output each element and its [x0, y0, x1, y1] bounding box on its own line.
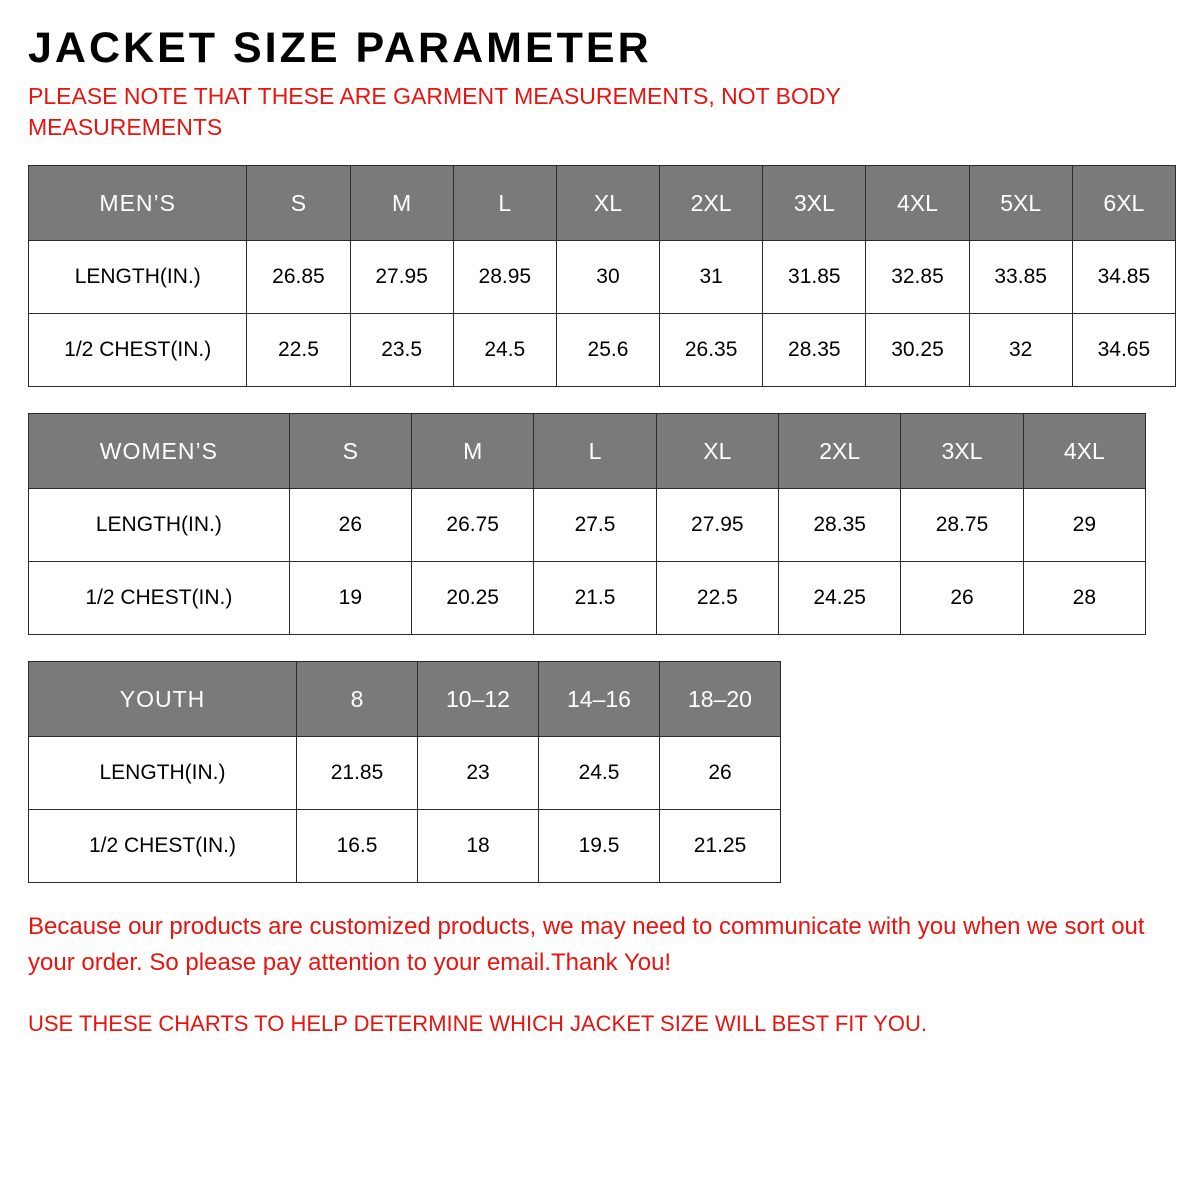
cell: 19 — [289, 562, 411, 635]
youth-table-label: YOUTH — [29, 662, 297, 737]
youth-size-table — [28, 661, 781, 883]
cell: 27.95 — [656, 489, 778, 562]
cell: 24.5 — [453, 314, 556, 387]
table-header-row — [29, 662, 781, 737]
row-label: LENGTH(IN.) — [29, 737, 297, 810]
womens-size-table — [28, 413, 1146, 635]
youth-size-header: 18–20 — [660, 662, 781, 737]
cell: 34.85 — [1072, 241, 1175, 314]
cell: 27.95 — [350, 241, 453, 314]
cell: 21.25 — [660, 810, 781, 883]
mens-size-header: S — [247, 166, 350, 241]
cell: 23.5 — [350, 314, 453, 387]
cell: 30 — [556, 241, 659, 314]
mens-size-header: 6XL — [1072, 166, 1175, 241]
cell: 30.25 — [866, 314, 969, 387]
table-row — [29, 241, 1176, 314]
table-row — [29, 489, 1146, 562]
cell: 18 — [418, 810, 539, 883]
cell: 24.25 — [779, 562, 901, 635]
cell: 27.5 — [534, 489, 656, 562]
womens-size-header: 3XL — [901, 414, 1023, 489]
row-label: 1/2 CHEST(IN.) — [29, 810, 297, 883]
womens-size-header: 2XL — [779, 414, 901, 489]
cell: 29 — [1023, 489, 1145, 562]
cell: 21.85 — [297, 737, 418, 810]
table-row — [29, 810, 781, 883]
mens-size-header: XL — [556, 166, 659, 241]
womens-size-header: 4XL — [1023, 414, 1145, 489]
chart-usage-note: USE THESE CHARTS TO HELP DETERMINE WHICH JACKET SIZE WILL BEST FIT YOU. — [28, 1011, 927, 1037]
row-label: 1/2 CHEST(IN.) — [29, 562, 290, 635]
cell: 28.35 — [779, 489, 901, 562]
measurement-note: PLEASE NOTE THAT THESE ARE GARMENT MEASUREMENTS, NOT BODY MEASUREMENTS — [28, 83, 841, 141]
mens-size-header: 5XL — [969, 166, 1072, 241]
cell: 28.75 — [901, 489, 1023, 562]
cell: 16.5 — [297, 810, 418, 883]
womens-size-header: XL — [656, 414, 778, 489]
cell: 31 — [660, 241, 763, 314]
cell: 28 — [1023, 562, 1145, 635]
mens-size-header: L — [453, 166, 556, 241]
cell: 24.5 — [539, 737, 660, 810]
table-row — [29, 737, 781, 810]
cell: 33.85 — [969, 241, 1072, 314]
cell: 31.85 — [763, 241, 866, 314]
cell: 26.35 — [660, 314, 763, 387]
cell: 22.5 — [656, 562, 778, 635]
page-title: JACKET SIZE PARAMETER — [28, 24, 652, 72]
table-header-row — [29, 414, 1146, 489]
row-label: 1/2 CHEST(IN.) — [29, 314, 247, 387]
mens-size-header: 2XL — [660, 166, 763, 241]
womens-size-header: S — [289, 414, 411, 489]
mens-size-header: M — [350, 166, 453, 241]
cell: 32 — [969, 314, 1072, 387]
cell: 20.25 — [412, 562, 534, 635]
table-header-row — [29, 166, 1176, 241]
youth-size-header: 8 — [297, 662, 418, 737]
cell: 26 — [289, 489, 411, 562]
mens-size-table — [28, 165, 1176, 387]
cell: 23 — [418, 737, 539, 810]
table-row — [29, 562, 1146, 635]
cell: 26.75 — [412, 489, 534, 562]
cell: 25.6 — [556, 314, 659, 387]
cell: 21.5 — [534, 562, 656, 635]
mens-size-header: 3XL — [763, 166, 866, 241]
cell: 22.5 — [247, 314, 350, 387]
cell: 32.85 — [866, 241, 969, 314]
row-label: LENGTH(IN.) — [29, 241, 247, 314]
cell: 34.65 — [1072, 314, 1175, 387]
customization-note: Because our products are customized products, we may need to communicate with you when we sort out your order. So please pay attention to your email.Thank You! — [28, 913, 1145, 977]
cell: 26 — [660, 737, 781, 810]
womens-table-label: WOMEN’S — [29, 414, 290, 489]
cell: 28.95 — [453, 241, 556, 314]
youth-size-header: 10–12 — [418, 662, 539, 737]
mens-table-label: MEN’S — [29, 166, 247, 241]
womens-size-header: L — [534, 414, 656, 489]
cell: 26 — [901, 562, 1023, 635]
table-row — [29, 314, 1176, 387]
youth-size-header: 14–16 — [539, 662, 660, 737]
mens-size-header: 4XL — [866, 166, 969, 241]
cell: 26.85 — [247, 241, 350, 314]
womens-size-header: M — [412, 414, 534, 489]
cell: 28.35 — [763, 314, 866, 387]
row-label: LENGTH(IN.) — [29, 489, 290, 562]
cell: 19.5 — [539, 810, 660, 883]
